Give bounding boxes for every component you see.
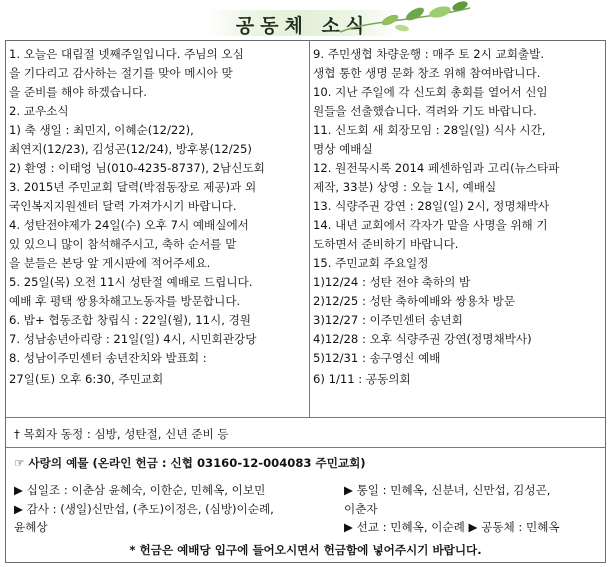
left-line: 8. 성남이주민센터 송년잔치와 발표회 : xyxy=(9,351,207,365)
right-line: 15. 주민교회 주요일정 xyxy=(313,256,429,270)
left-line: 예배 후 평택 쌍용차해고노동자를 방문합니다. xyxy=(9,294,241,308)
right-line: 생협 통한 생명 문화 창조 위해 참여바랍니다. xyxy=(313,66,541,80)
right-line: 5)12/31 : 송구영신 예배 xyxy=(313,351,441,365)
left-line: 을 분들은 본당 앞 게시판에 적어주세요. xyxy=(9,256,211,270)
section-divider xyxy=(6,417,605,418)
right-line: 11. 신도회 새 회장모임 : 28일(일) 식사 시간, xyxy=(313,123,546,137)
column-divider xyxy=(309,41,310,417)
left-line: 2) 환영 : 이태엉 님(010-4235-8737), 2남신도회 xyxy=(9,161,265,175)
left-line: 있 있으니 많이 참석해주시고, 축하 순서를 맡 xyxy=(9,237,237,251)
offering-line: 이춘자 xyxy=(344,502,378,516)
left-line: 6. 밥+ 협동조합 창립식 : 22일(월), 11시, 경원 xyxy=(9,313,251,327)
left-line: 국인복지지원센터 달력 가져가시기 바랍니다. xyxy=(9,199,237,213)
offering-line: ▶ 감사 : (생일)신만섭, (추도)이정은, (심방)이순례, xyxy=(14,502,274,516)
right-line: 도하면서 준비하기 바랍니다. xyxy=(313,237,459,251)
right-line: 2)12/25 : 성탄 축하예배와 쌍용차 방문 xyxy=(313,294,516,308)
header xyxy=(0,0,613,40)
right-line: 1)12/24 : 성탄 전야 축하의 밤 xyxy=(313,275,471,289)
left-line: 5. 25일(목) 오전 11시 성탄절 예배로 드립니다. xyxy=(9,275,253,289)
page-title: 공동체 소식 xyxy=(235,15,371,37)
left-line: 4. 성탄전야제가 24일(수) 오후 7시 예배실에서 xyxy=(9,218,249,232)
right-line: 9. 주민생협 차량운행 : 매주 토 2시 교회출발. xyxy=(313,47,545,61)
right-line: 3)12/27 : 이주민센터 송년회 xyxy=(313,313,463,327)
left-line: 최연지(12/23), 김성곤(12/24), 방후봉(12/25) xyxy=(9,142,252,156)
right-line: 원들을 선출했습니다. 격려와 기도 바랍니다. xyxy=(313,104,537,118)
right-line: 10. 지난 주일에 각 신도회 총회를 열어서 신임 xyxy=(313,85,548,99)
left-line: 을 준비를 해야 하겠습니다. xyxy=(9,85,147,99)
left-line: 2. 교우소식 xyxy=(9,104,69,118)
left-line: 7. 성남송년아리랑 : 21일(일) 4시, 시민회관강당 xyxy=(9,332,257,346)
offering-line: ▶ 선교 : 민혜옥, 이순례 ▶ 공동체 : 민혜옥 xyxy=(344,520,560,534)
right-line: 12. 원전묵시록 2014 페센하임과 고리(뉴스타파 xyxy=(313,161,560,175)
right-line: 명상 예배실 xyxy=(313,142,373,156)
leaf-decoration-icon xyxy=(330,0,480,40)
right-line: 13. 식량주권 강연 : 28일(일) 2시, 정명채박사 xyxy=(313,199,550,213)
right-line: 4)12/28 : 오후 식량주권 강연(정명채박사) xyxy=(313,332,532,346)
bulletin-box xyxy=(5,40,606,563)
offering-line: ▶ 십일조 : 이춘삼 윤혜숙, 이한순, 민혜옥, 이보민 xyxy=(14,483,266,497)
pastor-activity: † 목회자 동정 : 심방, 성탄절, 신년 준비 등 xyxy=(14,427,229,441)
section-divider xyxy=(6,447,605,448)
offering-note: * 헌금은 예배당 입구에 들어오시면서 헌금함에 넣어주시기 바랍니다. xyxy=(129,543,482,557)
left-line: 27일(토) 오후 6:30, 주민교회 xyxy=(9,372,164,386)
offering-line: 윤혜상 xyxy=(14,520,48,534)
right-line: 제작, 33분) 상영 : 오늘 1시, 예배실 xyxy=(313,180,497,194)
left-line: 1. 오늘은 대림절 넷째주일입니다. 주님의 오심 xyxy=(9,47,244,61)
left-line: 을 기다리고 감사하는 절기를 맞아 메시아 맞 xyxy=(9,66,233,80)
left-line: 1) 축 생일 : 최민지, 이혜순(12/22), xyxy=(9,123,194,137)
offering-line: ▶ 통일 : 민혜옥, 신분녀, 신만섭, 김성곤, xyxy=(344,483,551,497)
offering-title: ☞ 사랑의 예물 (온라인 헌금 : 신협 03160-12-004083 주민교회) xyxy=(14,456,366,470)
right-line: 6) 1/11 : 공동의회 xyxy=(313,372,411,386)
right-line: 14. 내년 교회에서 각자가 맡을 사명을 위해 기 xyxy=(313,218,548,232)
left-line: 3. 2015년 주민교회 달력(박점동장로 제공)과 외 xyxy=(9,180,257,194)
